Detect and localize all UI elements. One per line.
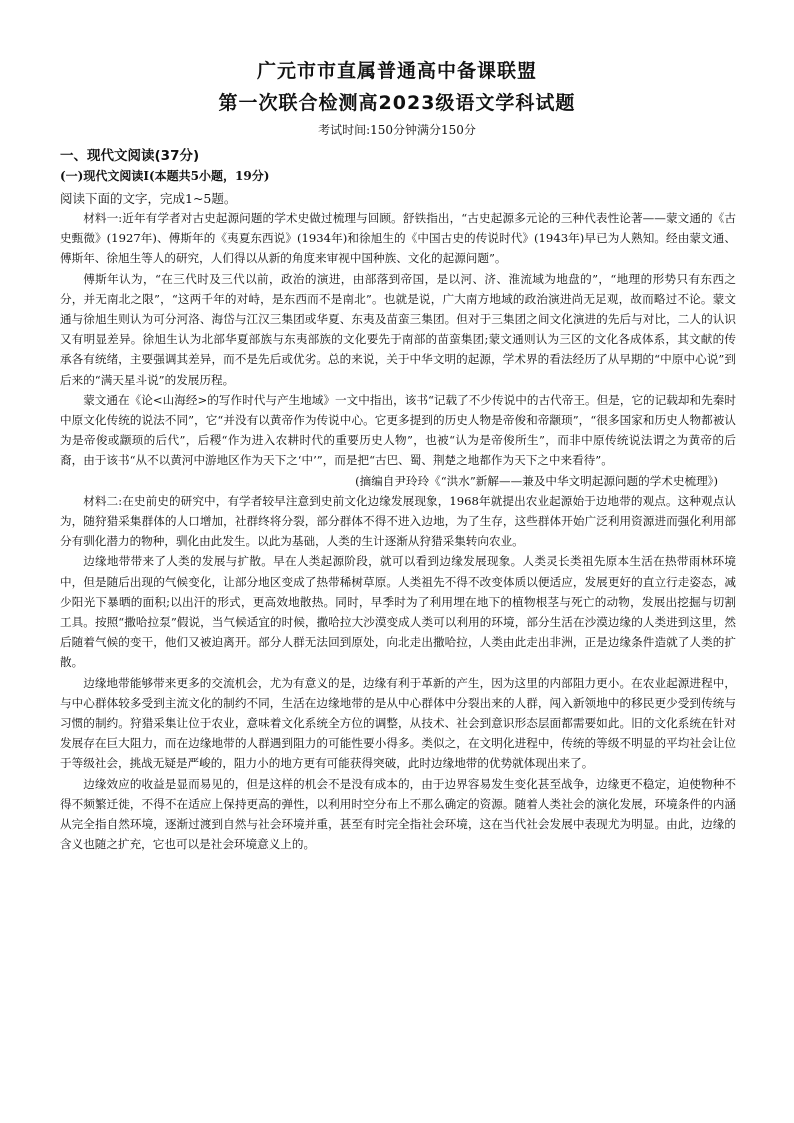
paragraph-material2-cost: 边缘效应的收益是显而易见的，但是这样的机会不是没有成本的，由于边界容易发生变化甚至战争，边缘更不稳定，迫使物种不得不频繁迁徙，不得不在适应上保持更高的弹性，以利用时空分布上不那么确定的资源。随着人类社会的演化发展，环境条件的内涵从完全指自然环境，逐渐过渡到自然与社会环境并重，甚至有时完全指社会环境，这在当代社会发展中表现尤为明显。由此，边缘的含义也随之扩充，它也可以是社会环境意义上的。	[60, 776, 736, 852]
paragraph-material2-innovation: 边缘地带能够带来更多的交流机会，尤为有意义的是，边缘有利于革新的产生，因为这里的内部阻力更小。在农业起源进程中，与中心群体较多受到主流文化的制约不同，生活在边缘地带的是从中心群体中分裂出来的人群，闯入新领地中的移民更少受到传统与习惯的制约。狩猎采集让位于农业，意味着文化系统全方位的调整，从技术、社会到意识形态层面都需要如此。旧的文化系统在针对发展存在巨大阻力，而在边缘地带的人群遇到阻力的可能性要小得多。类似之，在文明化进程中，传统的等级不明显的平均社会让位于等级社会，挑战无疑是严峻的，阻力小的地方更有可能获得突破，此时边缘地带的优势就体现出来了。	[60, 675, 736, 771]
paragraph-material2-spread: 边缘地带带来了人类的发展与扩散。早在人类起源阶段，就可以看到边缘发展现象。人类灵长类祖先原本生活在热带雨林环境中，但是随后出现的气候变化，让部分地区变成了热带稀树草原。人类祖先不得不改变体质以便适应，发展更好的直立行走姿态，减少阳光下暴晒的面积;以出汗的形式，更高效地散热。同时，早季时为了利用埋在地下的植物根茎与死亡的动物，发展出挖掘与切割工具。按照“撒哈拉泵”假说，当气候适宜的时候，撒哈拉大沙漠变成人类可以利用的环境，部分生活在沙漠边缘的人类进到这里，然后随着气候的变干，他们又被迫离开。部分人群无法回到原处，向北走出撒哈拉，人类由此走出非洲，正是边缘条件造就了人类的扩散。	[60, 554, 736, 670]
paragraph-material1-intro: 材料一:近年有学者对古史起源问题的学术史做过梳理与回顾。舒铁指出，“古史起源多元论的三种代表性论著——蒙文通的《古史甄微》(1927年)、傅斯年的《夷夏东西说》(1934年)和徐旭生的《中国古史的传说时代》(1943年)早已为人熟知。经由蒙文通、傅斯年、徐旭生等人的研究，人们得以从新的角度来审视中国种族、文化的起源问题”。	[60, 211, 736, 266]
section-heading: 一、现代文阅读(37分)	[60, 148, 200, 164]
subsection-heading: (一)现代文阅读Ⅰ(本题共5小题，19分)	[60, 169, 270, 183]
paragraph-material2-intro: 材料二:在史前史的研究中，有学者较早注意到史前文化边缘发展现象，1968年就提出农业起源始于边地带的观点。这种观点认为，随狩猎采集群体的人口增加，社群终将分裂，部分群体不得不进入边地，为了生存，这些群体开始广泛利用资源进而强化利用部分有驯化潜力的物种，驯化由此发生。以此为基础，人类的生计逐渐从狩猎采集转向农业。	[60, 493, 736, 549]
exam-title-line1: 广元市市直属普通高中备课联盟	[256, 60, 537, 82]
paragraph-material1-meng: 蒙文通在《论<山海经>的写作时代与产生地域》一文中指出，该书“记载了不少传说中的古代帝王。但是，它的记载却和先秦时中原文化传统的说法不同”，它“并没有以黄帝作为传说中心。它更多提到的历史人物是帝俊和帝颛顼”，“很多国家和历史人物都被认为是帝俊或颛顼的后代”，后稷“作为进入农耕时代的重要历史人物”，也被“认为是帝俊所生”，而非中原传统说法谓之为黄帝的后裔，由于该书“从不以黄河中游地区作为天下之‘中’”，而是把“古巴、蜀、荆楚之地都作为天下之中来看待”。	[60, 392, 736, 468]
reading-instruction: 阅读下面的文字，完成1~5题。	[60, 191, 237, 206]
paragraph-material1-fu: 傅斯年认为，“在三代时及三代以前，政治的演进，由部落到帝国，是以河、济、淮流域为地盘的”，“地理的形势只有东西之分，并无南北之限”，“这两千年的对峙，是东西而不是南北”。也就是说，广大南方地域的政治演进尚无足观，故而略过不论。蒙文通与徐旭生则认为可分河洛、海岱与江汉三集团或华夏、东夷及苗蛮三集团。但对于三集团之间文化演进的先后与对比，二人的认识又有明显差异。徐旭生认为北部华夏部族与东夷部族的文化要先于南部的苗蛮集团;蒙文通则认为三区的文化各成体系，其文献的传承各有统绪，主要强调其差异，而不是先后或优劣。总的来说，关于中华文明的起源，学术界的看法经历了从早期的“中原中心说”到后来的“满天星斗说”的发展历程。	[60, 271, 736, 387]
source-citation: (摘编自尹玲玲《“洪水”新解——兼及中华文明起源问题的学术史梳理》)	[355, 473, 718, 488]
reading-passage	[60, 208, 736, 855]
exam-time-info: 考试时间:150分钟满分150分	[318, 123, 476, 137]
exam-title-line2: 第一次联合检测高2023级语文学科试题	[218, 92, 576, 114]
